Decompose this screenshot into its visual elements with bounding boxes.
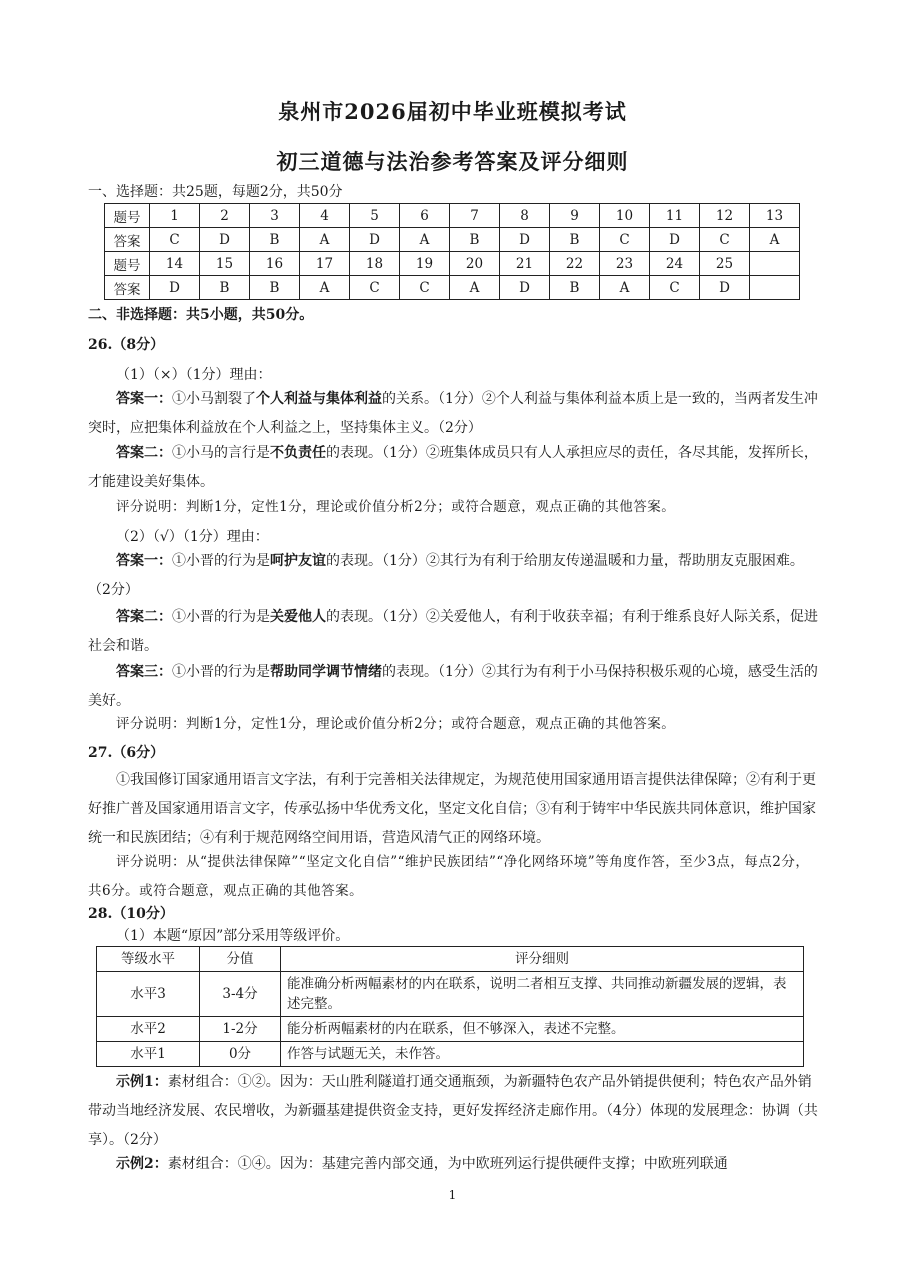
q-num: 17 — [300, 252, 350, 276]
answer-key-table — [104, 203, 800, 300]
answer-label: 答案一： — [116, 553, 172, 569]
answer-cell: C — [150, 228, 200, 252]
score-cell: 3-4分 — [200, 972, 281, 1017]
answer-text: 的表现。（1分）②其行为有利于给朋友传递温暖和力量，帮助朋友克服困难。（2分） — [88, 553, 804, 598]
answer-text: ①小晋的行为是 — [172, 553, 270, 569]
level-cell: 水平3 — [97, 972, 200, 1017]
q-num: 20 — [450, 252, 500, 276]
q27-heading: 27.（6分） — [88, 745, 165, 761]
answer-cell: B — [550, 228, 600, 252]
q-num: 13 — [750, 204, 800, 228]
answer-cell: C — [600, 228, 650, 252]
answer-text: ①小马割裂了 — [172, 391, 256, 407]
q-num: 18 — [350, 252, 400, 276]
q-num: 6 — [400, 204, 450, 228]
answer-cell: D — [350, 228, 400, 252]
q26-scoring-note1: 评分说明：判断1分，定性1分，理论或价值分析2分；或符合题意，观点正确的其他答案。 — [116, 499, 676, 515]
q-num: 12 — [700, 204, 750, 228]
q-num: 22 — [550, 252, 600, 276]
answer-row — [105, 276, 800, 300]
answer-text: 的关系。（1分）②个人利益与集体利益本质上是一致的，当两者发生冲突时，应把集体利益放在个人利益之上，坚持集体主义。（2分） — [88, 391, 818, 436]
q-num: 10 — [600, 204, 650, 228]
q26-part2-answer1 — [88, 547, 818, 605]
q27-scoring-note — [88, 848, 818, 906]
q-num: 24 — [650, 252, 700, 276]
q-num — [750, 252, 800, 276]
criteria-cell: 能分析两幅素材的内在联系，但不够深入，表述不完整。 — [281, 1017, 804, 1042]
q-num: 8 — [500, 204, 550, 228]
answer-text: 的表现。（1分）②关爱他人，有利于收获幸福；有利于维系良好人际关系，促进社会和谐。 — [88, 609, 818, 654]
q26-scoring-note2: 评分说明：判断1分，定性1分，理论或价值分析2分；或符合题意，观点正确的其他答案。 — [116, 716, 676, 732]
page-number: 1 — [448, 1188, 457, 1202]
answer-cell: D — [500, 228, 550, 252]
example-text: 素材组合：①②。因为：天山胜利隧道打通交通瓶颈，为新疆特色农产品外销提供便利；特色农产品外销带动当地经济发展、农民增收，为新疆基建提供资金支持，更好发挥经济走廊作用。（4分）体现的发展理念：协调（共享）。（2分） — [88, 1074, 818, 1148]
answer-cell: C — [700, 228, 750, 252]
score-cell: 1-2分 — [200, 1017, 281, 1042]
column-header: 等级水平 — [97, 947, 200, 972]
answer-cell: D — [200, 228, 250, 252]
q28-intro: （1）本题“原因”部分采用等级评价。 — [116, 928, 350, 944]
q-num: 1 — [150, 204, 200, 228]
answer-cell: A — [300, 228, 350, 252]
table-row — [97, 1017, 804, 1042]
answer-keyword: 呵护友谊 — [270, 553, 326, 569]
q28-example2 — [88, 1150, 818, 1179]
q26-part1-intro: （1）（×）（1分）理由： — [116, 367, 272, 383]
scoring-note-text: 评分说明：从“提供法律保障”“坚定文化自信”“维护民族团结”“净化网络环境”等角度作答，至少3点，每点2分，共6分。或符合题意，观点正确的其他答案。 — [88, 854, 810, 899]
answer-cell: B — [450, 228, 500, 252]
answer-cell: D — [500, 276, 550, 300]
column-header: 分值 — [200, 947, 281, 972]
answer-text: 的表现。（1分）②班集体成员只有人人承担应尽的责任，各尽其能，发挥所长，才能建设美好集体。 — [88, 445, 818, 490]
row-label: 题号 — [105, 252, 150, 276]
q28-example1 — [88, 1068, 818, 1155]
table-row — [97, 972, 804, 1017]
question-number-row — [105, 204, 800, 228]
q-num: 9 — [550, 204, 600, 228]
q-num: 2 — [200, 204, 250, 228]
q26-part1-answer1 — [88, 385, 818, 443]
answer-keyword: 不负责任 — [270, 445, 326, 461]
q-num: 16 — [250, 252, 300, 276]
answer-cell: B — [250, 276, 300, 300]
question-number-row — [105, 252, 800, 276]
table-row — [97, 1042, 804, 1067]
q-num: 25 — [700, 252, 750, 276]
answer-cell: A — [450, 276, 500, 300]
row-label: 答案 — [105, 228, 150, 252]
q-num: 21 — [500, 252, 550, 276]
answer-cell: A — [750, 228, 800, 252]
column-header: 评分细则 — [281, 947, 804, 972]
q-num: 19 — [400, 252, 450, 276]
q26-part1-answer2 — [88, 439, 818, 497]
row-label: 题号 — [105, 204, 150, 228]
q-num: 7 — [450, 204, 500, 228]
q28-heading: 28.（10分） — [88, 906, 174, 922]
section1-heading: 一、选择题：共25题，每题2分，共50分 — [88, 184, 343, 200]
q-num: 5 — [350, 204, 400, 228]
answer-text: ①小晋的行为是 — [172, 609, 270, 625]
section2-heading: 二、非选择题：共5小题，共50分。 — [88, 307, 314, 323]
answer-row — [105, 228, 800, 252]
grading-level-table — [96, 946, 804, 1067]
q-num: 4 — [300, 204, 350, 228]
q-num: 15 — [200, 252, 250, 276]
answer-cell: C — [400, 276, 450, 300]
q26-part2-intro: （2）（√）（1分）理由： — [116, 529, 269, 545]
page-subtitle: 初三道德与法治参考答案及评分细则 — [276, 149, 629, 174]
criteria-cell: 能准确分析两幅素材的内在联系，说明二者相互支撑、共同推动新疆发展的逻辑，表述完整。 — [281, 972, 804, 1017]
level-cell: 水平1 — [97, 1042, 200, 1067]
level-cell: 水平2 — [97, 1017, 200, 1042]
answer-cell: D — [650, 228, 700, 252]
answer-cell: A — [600, 276, 650, 300]
criteria-cell: 作答与试题无关，未作答。 — [281, 1042, 804, 1067]
answer-cell: A — [400, 228, 450, 252]
example-text: 素材组合：①④。因为：基建完善内部交通，为中欧班列运行提供硬件支撑；中欧班列联通 — [167, 1156, 728, 1172]
answer-label: 答案二： — [116, 445, 172, 461]
answer-label: 答案三： — [116, 664, 172, 680]
answer-cell: D — [700, 276, 750, 300]
answer-cell: A — [300, 276, 350, 300]
answer-text: ①我国修订国家通用语言文字法，有利于完善相关法律规定，为规范使用国家通用语言提供法律保障；②有利于更好推广普及国家通用语言文字，传承弘扬中华优秀文化，坚定文化自信；③有利于铸牢中华民族共同体意识，维护国家统一和民族团结；④有利于规范网络空间用语，营造风清气正的网络环境。 — [88, 772, 816, 846]
score-cell: 0分 — [200, 1042, 281, 1067]
q-num: 23 — [600, 252, 650, 276]
answer-cell: C — [350, 276, 400, 300]
answer-text: 的表现。（1分）②其行为有利于小马保持积极乐观的心境，感受生活的美好。 — [88, 664, 818, 709]
answer-cell: B — [200, 276, 250, 300]
answer-keyword: 帮助同学调节情绪 — [270, 664, 382, 680]
q-num: 11 — [650, 204, 700, 228]
answer-cell: B — [250, 228, 300, 252]
answer-keyword: 个人利益与集体利益 — [256, 391, 382, 407]
page-title: 泉州市2026届初中毕业班模拟考试 — [278, 99, 627, 124]
answer-text: ①小马的言行是 — [172, 445, 270, 461]
answer-keyword: 关爱他人 — [270, 609, 326, 625]
example-label: 示例1： — [116, 1074, 168, 1090]
answer-label: 答案一： — [116, 391, 172, 407]
answer-cell: B — [550, 276, 600, 300]
table-header-row — [97, 947, 804, 972]
q26-part2-answer3 — [88, 658, 818, 716]
example-label: 示例2： — [116, 1156, 168, 1172]
answer-cell — [750, 276, 800, 300]
answer-text: ①小晋的行为是 — [172, 664, 270, 680]
answer-cell: C — [650, 276, 700, 300]
row-label: 答案 — [105, 276, 150, 300]
q26-heading: 26.（8分） — [88, 337, 165, 353]
q27-body — [88, 766, 818, 853]
q26-part2-answer2 — [88, 603, 818, 661]
q-num: 14 — [150, 252, 200, 276]
answer-label: 答案二： — [116, 609, 172, 625]
answer-cell: D — [150, 276, 200, 300]
q-num: 3 — [250, 204, 300, 228]
